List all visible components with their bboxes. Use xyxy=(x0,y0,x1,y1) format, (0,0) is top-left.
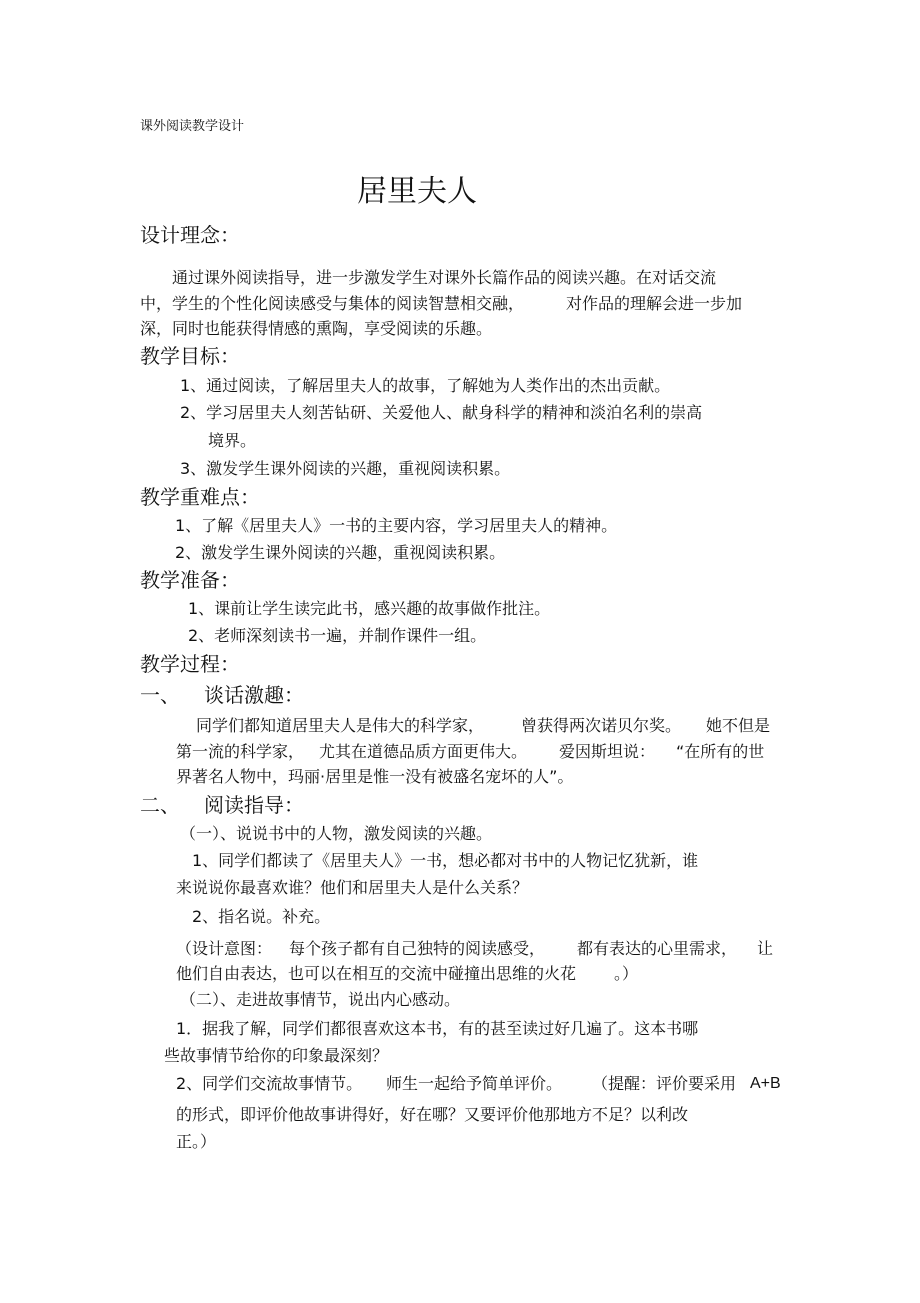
part1-line-2b: 尤其在道德品质方面更伟大。 xyxy=(319,742,528,761)
part2-sub2-line-3b: 师生一起给予简单评价。 xyxy=(386,1074,563,1093)
goal-item-3: 3、激发学生课外阅读的兴趣，重视阅读积累。 xyxy=(180,459,511,478)
part2-sub1-title: （一）、说说书中的人物，激发阅读的兴趣。 xyxy=(180,824,493,843)
design-note-2a: 他们自由表达，也可以在相互的交流中碰撞出思维的火花 xyxy=(176,964,577,983)
prep-item-2: 2、老师深刻读书一遍，并制作课件一组。 xyxy=(188,626,487,645)
goal-item-2-cont: 境界。 xyxy=(208,431,257,450)
part1-line-2a: 第一流的科学家， xyxy=(176,742,305,761)
part1-line-3: 界著名人物中，玛丽·居里是惟一没有被盛名宠坏的人”。 xyxy=(176,767,574,786)
key-point-item-2: 2、激发学生课外阅读的兴趣，重视阅读积累。 xyxy=(175,543,506,562)
section-heading-concept: 设计理念： xyxy=(140,223,240,247)
concept-line-2a: 中，学生的个性化阅读感受与集体的阅读智慧相交融， xyxy=(140,294,525,313)
part2-sub2-line-3a: 2、同学们交流故事情节。 xyxy=(176,1074,363,1093)
design-note-2b: 。） xyxy=(614,964,639,983)
part2-sub1-line-3: 2、指名说。补充。 xyxy=(192,907,331,926)
concept-line-1: 通过课外阅读指导，进一步激发学生对课外长篇作品的阅读兴趣。在对话交流 xyxy=(172,268,717,287)
section-heading-key-points: 教学重难点： xyxy=(140,485,260,509)
part1-line-1b: 曾获得两次诺贝尔奖。 xyxy=(521,716,682,735)
part2-sub2-line-5: 正。） xyxy=(176,1132,217,1151)
section-heading-preparation: 教学准备： xyxy=(140,568,240,592)
process-part1-number: 一、 xyxy=(140,683,180,707)
design-note-1a: （设计意图： xyxy=(176,939,273,958)
part2-sub2-line-4: 的形式，即评价他故事讲得好，好在哪？又要评价他那地方不足？以利改 xyxy=(176,1105,689,1124)
key-point-item-1: 1、了解《居里夫人》一书的主要内容，学习居里夫人的精神。 xyxy=(175,516,618,535)
goal-item-1: 1、通过阅读，了解居里夫人的故事，了解她为人类作出的杰出贡献。 xyxy=(180,376,671,395)
section-heading-goals: 教学目标： xyxy=(140,344,240,368)
section-heading-process: 教学过程： xyxy=(140,652,240,676)
goal-item-2: 2、学习居里夫人刻苦钻研、关爱他人、献身科学的精神和淡泊名利的崇高 xyxy=(180,403,703,422)
design-note-1b: 每个孩子都有自己独特的阅读感受， xyxy=(289,939,546,958)
concept-line-2b: 对作品的理解会进一步加 xyxy=(566,294,743,313)
part1-line-2c: 爱因斯坦说： xyxy=(559,742,656,761)
part2-sub2-line-3c: （提醒：评价要采用 xyxy=(592,1074,737,1093)
page-title: 居里夫人 xyxy=(357,174,477,209)
process-part2-number: 二、 xyxy=(140,793,180,817)
part2-sub2-line-2: 些故事情节给你的印象最深刻？ xyxy=(164,1046,389,1065)
design-note-1c: 都有表达的心里需求， xyxy=(577,939,738,958)
process-part1-title: 谈话激趣： xyxy=(204,683,304,707)
part2-sub1-line-1: 1、同学们都读了《居里夫人》一书，想必都对书中的人物记忆犹新，谁 xyxy=(192,851,699,870)
part1-line-1c: 她不但是 xyxy=(706,716,771,735)
part2-sub2-line-1: 1．据我了解，同学们都很喜欢这本书，有的甚至读过好几遍了。这本书哪 xyxy=(176,1019,699,1038)
part2-sub2-line-3d: A+B xyxy=(750,1075,781,1092)
design-note-1d: 让 xyxy=(757,939,774,958)
part2-sub2-title: （二）、走进故事情节，说出内心感动。 xyxy=(180,990,461,1009)
doc-label: 课外阅读教学设计 xyxy=(140,119,245,134)
process-part2-title: 阅读指导： xyxy=(204,793,304,817)
part2-sub1-line-2: 来说说你最喜欢谁？他们和居里夫人是什么关系？ xyxy=(176,878,529,897)
concept-line-3: 深，同时也能获得情感的熏陶，享受阅读的乐趣。 xyxy=(140,319,493,338)
prep-item-1: 1、课前让学生读完此书，感兴趣的故事做作批注。 xyxy=(188,599,551,618)
part1-line-1a: 同学们都知道居里夫人是伟大的科学家， xyxy=(196,716,485,735)
part1-line-2d: “在所有的世 xyxy=(676,742,765,761)
